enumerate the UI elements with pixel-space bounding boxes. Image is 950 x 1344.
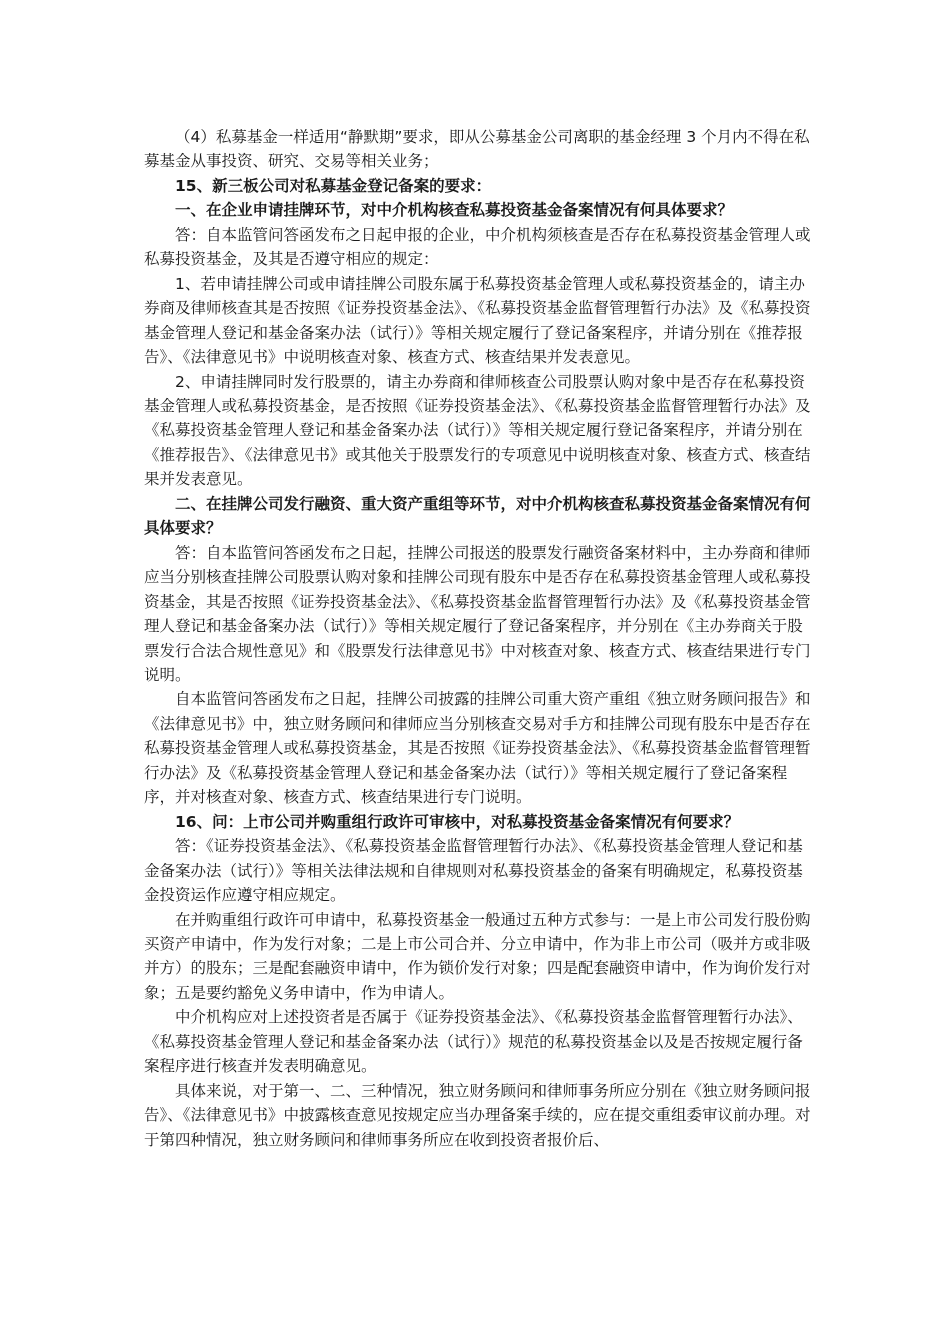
question-1-heading: 一、在企业申请挂牌环节，对中介机构核查私募投资基金备案情况有何具体要求？: [175, 201, 734, 220]
answer-1-intro: 答：自本监管问答函发布之日起申报的企业，中介机构须核查是否存在私募投资基金管理人或私募投资基金，及其是否遵守相应的规定：: [144, 225, 811, 269]
question-2-heading: 二、在挂牌公司发行融资、重大资产重组等环节，对中介机构核查私募投资基金备案情况有何具体要求？: [144, 494, 811, 538]
answer-16-paragraph-3: 中介机构应对上述投资者是否属于《证券投资基金法》、《私募投资基金监督管理暂行办法》、《私募投资基金管理人登记和基金备案办法（试行）》规范的私募投资基金以及是否按规定履行备案程序进行核查并发表明确意见。: [144, 1008, 803, 1076]
answer-2-paragraph-1: 答：自本监管问答函发布之日起，挂牌公司报送的股票发行融资备案材料中，主办券商和律师应当分别核查挂牌公司股票认购对象和挂牌公司现有股东中是否存在私募投资基金管理人或私募投资基金，其是否按照《证券投资基金法》、《私募投资基金监督管理暂行办法》及《私募投资基金管理人登记和基金备案办法（试行）》等相关规定履行了登记备案程序，并分别在《主办券商关于股票发行合法合规性意见》和《股票发行法律意见书》中对核查对象、核查方式、核查结果进行专门说明。: [144, 543, 811, 684]
heading-section-15: 15、新三板公司对私募基金登记备案的要求：: [175, 176, 492, 195]
answer-2-paragraph-2: 自本监管问答函发布之日起，挂牌公司披露的挂牌公司重大资产重组《独立财务顾问报告》和《法律意见书》中，独立财务顾问和律师应当分别核查交易对手方和挂牌公司现有股东中是否存在私募投资基金管理人或私募投资基金，其是否按照《证券投资基金法》、《私募投资基金监督管理暂行办法》及《私募投资基金管理人登记和基金备案办法（试行）》等相关规定履行了登记备案程序，并对核查对象、核查方式、核查结果进行专门说明。: [144, 690, 811, 807]
answer-1-item-1: 1、若申请挂牌公司或申请挂牌公司股东属于私募投资基金管理人或私募投资基金的，请主办券商及律师核查其是否按照《证券投资基金法》、《私募投资基金监督管理暂行办法》及《私募投资基金管理人登记和基金备案办法（试行）》等相关规定履行了登记备案程序，并请分别在《推荐报告》、《法律意见书》中说明核查对象、核查方式、核查结果并发表意见。: [144, 274, 811, 367]
answer-1-item-2: 2、申请挂牌同时发行股票的，请主办券商和律师核查公司股票认购对象中是否存在私募投资基金管理人或私募投资基金，是否按照《证券投资基金法》、《私募投资基金监督管理暂行办法》及《私募投资基金管理人登记和基金备案办法（试行）》等相关规定履行登记备案程序，并请分别在《推荐报告》、《法律意见书》或其他关于股票发行的专项意见中说明核查对象、核查方式、核查结果并发表意见。: [144, 372, 811, 489]
document-body: [144, 125, 816, 1152]
answer-16-paragraph-2: 在并购重组行政许可申请中，私募投资基金一般通过五种方式参与：一是上市公司发行股份购买资产申请中，作为发行对象；二是上市公司合并、分立申请中，作为非上市公司（吸并方或非吸并方）的股东；三是配套融资申请中，作为锁价发行对象；四是配套融资申请中，作为询价发行对象；五是要约豁免义务申请中，作为申请人。: [144, 910, 811, 1002]
answer-16-paragraph-1: 答：《证券投资基金法》、《私募投资基金监督管理暂行办法》、《私募投资基金管理人登记和基金备案办法（试行）》等相关法律法规和自律规则对私募投资基金的备案有明确规定，私募投资基金投资运作应遵守相应规定。: [144, 837, 803, 905]
paragraph-quiet-period: （4）私募基金一样适用“静默期”要求，即从公募基金公司离职的基金经理 3 个月内不得在私募基金从事投资、研究、交易等相关业务；: [144, 128, 810, 171]
answer-16-paragraph-4: 具体来说，对于第一、二、三种情况，独立财务顾问和律师事务所应分别在《独立财务顾问报告》、《法律意见书》中披露核查意见按规定应当办理备案手续的，应在提交重组委审议前办理。对于第四种情况，独立财务顾问和律师事务所应在收到投资者报价后、: [144, 1081, 811, 1149]
heading-section-16: 16、问：上市公司并购重组行政许可审核中，对私募投资基金备案情况有何要求？: [175, 812, 740, 831]
